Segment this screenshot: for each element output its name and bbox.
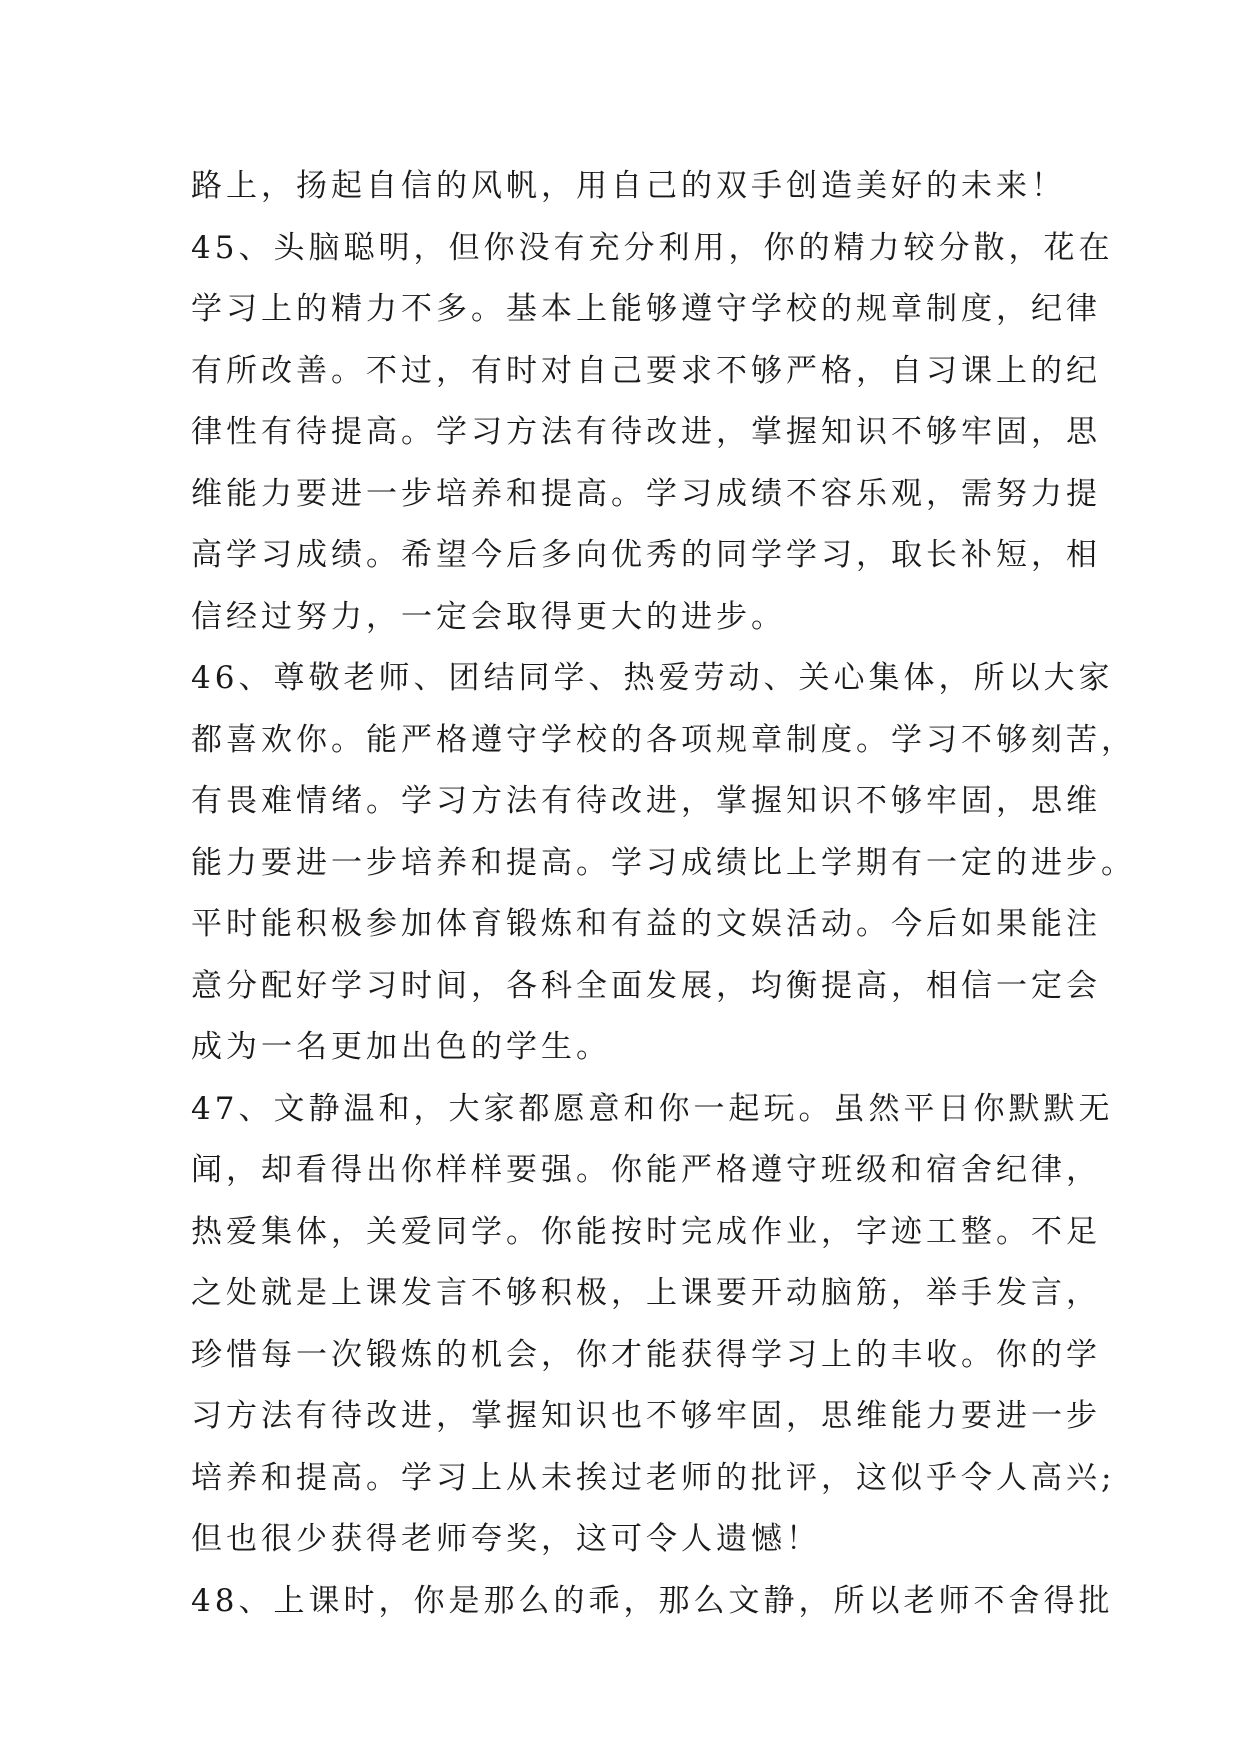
text-line: 闻，却看得出你样样要强。你能严格遵守班级和宿舍纪律， [191,1152,1101,1188]
text-line: 习方法有待改进，掌握知识也不够牢固，思维能力要进一步 [191,1398,1101,1434]
text-line: 意分配好学习时间，各科全面发展，均衡提高，相信一定会 [191,967,1101,1004]
text-line: 47、文静温和，大家都愿意和你一起玩。虽然平日你默默无 [191,1090,1114,1127]
document-body [191,156,1136,1632]
text-line: 都喜欢你。能严格遵守学校的各项规章制度。学习不够刻苦， [191,721,1136,758]
text-line: 热爱集体，关爱同学。你能按时完成作业，字迹工整。不足 [191,1213,1101,1250]
text-line: 但也很少获得老师夸奖，这可令人遗憾！ [191,1521,821,1557]
text-line: 高学习成绩。希望今后多向优秀的同学学习，取长补短，相 [191,537,1101,573]
text-line: 成为一名更加出色的学生。 [191,1029,611,1065]
text-line: 珍惜每一次锻炼的机会，你才能获得学习上的丰收。你的学 [191,1336,1101,1373]
text-line: 学习上的精力不多。基本上能够遵守学校的规章制度，纪律 [191,291,1101,327]
text-line: 有畏难情绪。学习方法有待改进，掌握知识不够牢固，思维 [191,783,1101,819]
text-line: 维能力要进一步培养和提高。学习成绩不容乐观，需努力提 [191,475,1101,512]
text-line: 路上，扬起自信的风帆，用自己的双手创造美好的未来！ [191,168,1066,204]
text-line: 能力要进一步培养和提高。学习成绩比上学期有一定的进步。 [191,844,1136,881]
text-line: 45、头脑聪明，但你没有充分利用，你的精力较分散，花在 [191,229,1114,266]
text-line: 培养和提高。学习上从未挨过老师的批评，这似乎令人高兴; [191,1459,1116,1496]
text-line: 律性有待提高。学习方法有待改进，掌握知识不够牢固，思 [191,414,1101,450]
text-line: 有所改善。不过，有时对自己要求不够严格，自习课上的纪 [191,352,1101,389]
text-line: 平时能积极参加体育锻炼和有益的文娱活动。今后如果能注 [191,906,1101,942]
text-line: 46、尊敬老师、团结同学、热爱劳动、关心集体，所以大家 [191,660,1114,696]
text-line: 48、上课时，你是那么的乖，那么文静，所以老师不舍得批 [191,1582,1114,1619]
text-line: 信经过努力，一定会取得更大的进步。 [191,598,786,635]
text-line: 之处就是上课发言不够积极，上课要开动脑筋，举手发言， [191,1275,1101,1311]
